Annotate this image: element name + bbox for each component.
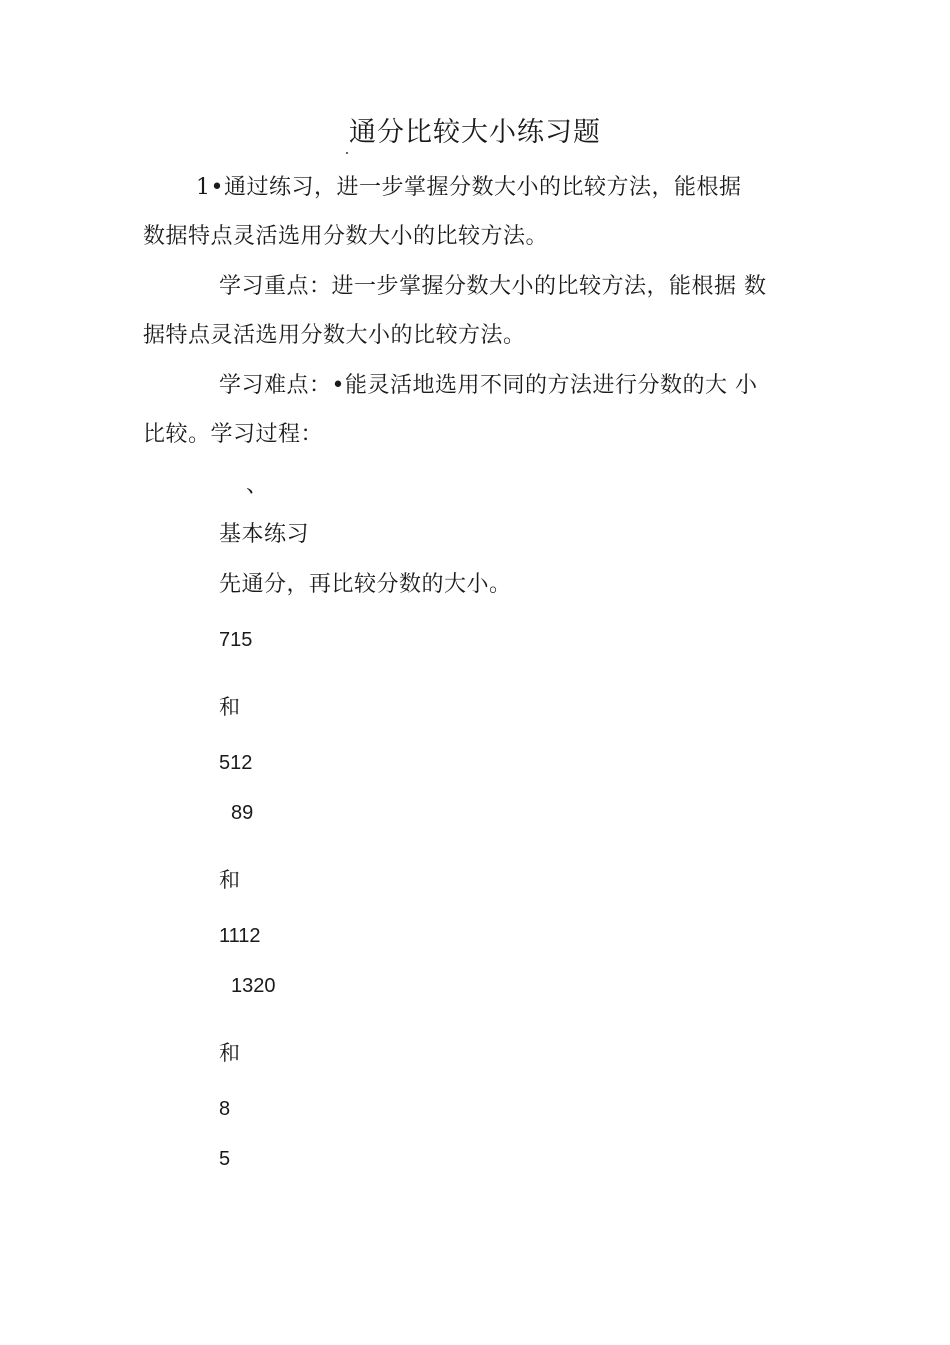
exercise-2-first-value: 89	[231, 802, 254, 824]
exercise-3-second-value: 8	[219, 1098, 231, 1120]
exercise-1-connector: 和	[219, 695, 240, 719]
objective-line-1: 1•通过练习，进一步掌握分数大小的比较方法，能根据	[196, 175, 742, 200]
key-point-line-1: 学习重点：进一步掌握分数大小的比较方法，能根据 数	[219, 274, 767, 299]
section-mark: 、	[246, 473, 269, 498]
section-title: 基本练习	[219, 522, 310, 547]
difficulty-line-1: 学习难点：•能灵活地选用不同的方法进行分数的大 小	[219, 373, 758, 398]
title-dot-mark	[346, 152, 348, 154]
exercise-2-connector: 和	[219, 868, 240, 892]
instruction-text: 先通分，再比较分数的大小。	[219, 572, 512, 597]
difficulty-line-2: 比较。学习过程：	[143, 422, 324, 447]
exercise-3-connector: 和	[219, 1041, 240, 1065]
exercise-3-first-value: 1320	[231, 975, 276, 997]
trailing-value: 5	[219, 1148, 231, 1170]
objective-line-2: 数据特点灵活选用分数大小的比较方法。	[143, 224, 549, 249]
document-title: 通分比较大小练习题	[349, 117, 601, 148]
key-point-line-2: 据特点灵活选用分数大小的比较方法。	[143, 323, 526, 348]
exercise-1-second-value: 512	[219, 752, 253, 774]
exercise-2-second-value: 1112	[219, 925, 261, 947]
exercise-1-first-value: 715	[219, 629, 253, 651]
